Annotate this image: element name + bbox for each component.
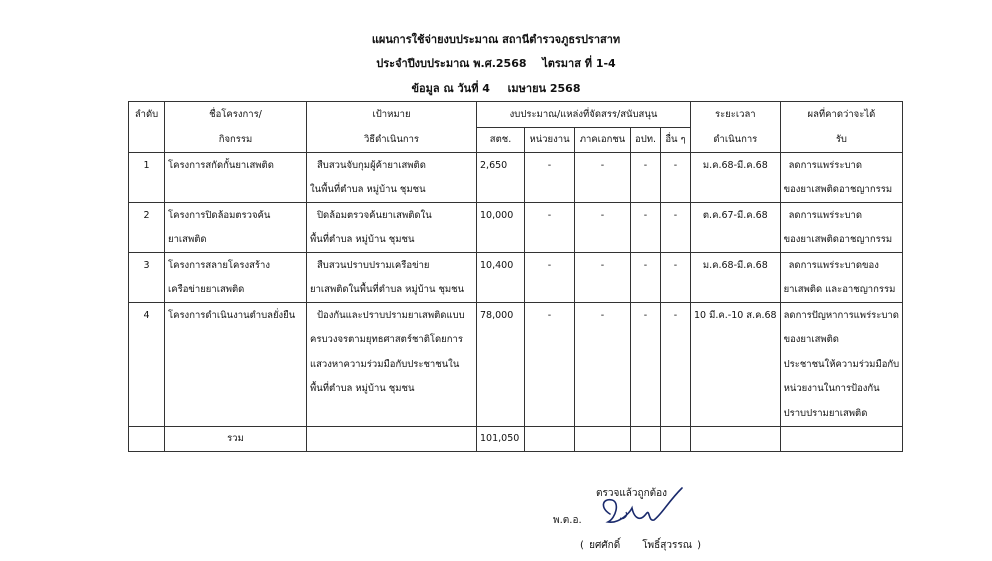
header-budget-agency: หน่วยงาน bbox=[525, 127, 575, 153]
table-cell bbox=[525, 228, 575, 253]
table-cell bbox=[525, 328, 575, 353]
table-cell bbox=[525, 352, 575, 377]
table-cell bbox=[780, 426, 903, 452]
table-cell bbox=[575, 401, 631, 426]
table-cell bbox=[129, 328, 165, 353]
table-cell bbox=[631, 377, 661, 402]
table-cell bbox=[129, 426, 165, 452]
table-cell bbox=[661, 178, 691, 203]
table-cell: ลดการแพร่ระบาด bbox=[780, 203, 903, 228]
table-cell bbox=[129, 228, 165, 253]
table-cell: - bbox=[631, 253, 661, 278]
table-cell bbox=[631, 401, 661, 426]
signer-name bbox=[580, 538, 701, 553]
table-cell: ม.ค.68-มี.ค.68 bbox=[691, 153, 781, 178]
header-goal-cont: วิธีดำเนินการ bbox=[307, 127, 477, 153]
header-period-cont: ดำเนินการ bbox=[691, 127, 781, 153]
table-cell: - bbox=[575, 203, 631, 228]
table-cell bbox=[661, 401, 691, 426]
table-cell bbox=[129, 278, 165, 303]
header-period: ระยะเวลา bbox=[691, 102, 781, 128]
fiscal-year: ประจำปีงบประมาณ พ.ศ.2568 bbox=[376, 57, 527, 70]
table-cell bbox=[477, 401, 525, 426]
table-cell: โครงการสลายโครงสร้าง bbox=[165, 253, 307, 278]
header-budget-private: ภาคเอกชน bbox=[575, 127, 631, 153]
table-cell: 10,400 bbox=[477, 253, 525, 278]
table-cell bbox=[575, 228, 631, 253]
table-cell bbox=[661, 352, 691, 377]
data-date-line bbox=[0, 82, 992, 96]
table-cell: โครงการปิดล้อมตรวจค้น bbox=[165, 203, 307, 228]
table-cell: - bbox=[525, 303, 575, 328]
table-cell: - bbox=[661, 153, 691, 178]
table-cell: ประชาชนให้ความร่วมมือกับ bbox=[780, 352, 903, 377]
table-cell: สืบสวนจับกุมผู้ค้ายาเสพติด bbox=[307, 153, 477, 178]
quarter: ไตรมาส ที่ 1-4 bbox=[542, 57, 616, 70]
table-cell bbox=[575, 328, 631, 353]
table-cell: ลดการปัญหาการแพร่ระบาด bbox=[780, 303, 903, 328]
table-cell bbox=[661, 377, 691, 402]
table-cell bbox=[525, 377, 575, 402]
table-cell bbox=[129, 377, 165, 402]
signer-name-open: ( ยศศักดิ์ bbox=[580, 540, 621, 551]
data-as-of: ข้อมูล ณ วันที่ 4 bbox=[411, 82, 490, 95]
table-cell bbox=[691, 228, 781, 253]
table-cell: สืบสวนปราบปรามเครือข่าย bbox=[307, 253, 477, 278]
table-cell: พื้นที่ตำบล หมู่บ้าน ชุมชน bbox=[307, 228, 477, 253]
table-cell bbox=[631, 228, 661, 253]
table-cell bbox=[525, 401, 575, 426]
total-label: รวม bbox=[165, 426, 307, 452]
header-project-cont: กิจกรรม bbox=[165, 127, 307, 153]
table-cell bbox=[575, 352, 631, 377]
table-cell: ปราบปรามยาเสพติด bbox=[780, 401, 903, 426]
table-cell bbox=[129, 352, 165, 377]
table-row bbox=[129, 377, 903, 402]
table-cell bbox=[477, 178, 525, 203]
table-cell: ปิดล้อมตรวจค้นยาเสพติดใน bbox=[307, 203, 477, 228]
document-title: แผนการใช้จ่ายงบประมาณ สถานีตำรวจภูธรปราสาท bbox=[371, 33, 621, 46]
table-cell: 2,650 bbox=[477, 153, 525, 178]
budget-plan-table bbox=[128, 101, 903, 452]
data-month: เมษายน 2568 bbox=[507, 82, 581, 95]
table-cell bbox=[575, 278, 631, 303]
header-budget-group: งบประมาณ/แหล่งที่จัดสรร/สนับสนุน bbox=[477, 102, 691, 128]
table-cell: ครบวงจรตามยุทธศาสตร์ชาติโดยการ bbox=[307, 328, 477, 353]
table-cell: - bbox=[661, 253, 691, 278]
table-cell: เครือข่ายยาเสพติด bbox=[165, 278, 307, 303]
table-cell bbox=[575, 426, 631, 452]
table-row bbox=[129, 253, 903, 278]
table-cell bbox=[307, 401, 477, 426]
table-cell: - bbox=[661, 303, 691, 328]
table-cell bbox=[661, 328, 691, 353]
table-cell: - bbox=[525, 203, 575, 228]
table-cell bbox=[165, 328, 307, 353]
table-cell: - bbox=[631, 153, 661, 178]
table-cell: โครงการสกัดกั้นยาเสพติด bbox=[165, 153, 307, 178]
signer-rank: พ.ต.อ. bbox=[553, 515, 582, 526]
table-cell bbox=[631, 352, 661, 377]
table-cell bbox=[691, 328, 781, 353]
table-row bbox=[129, 153, 903, 178]
handwritten-signature bbox=[590, 478, 700, 538]
table-cell bbox=[631, 278, 661, 303]
header-budget-police: สตช. bbox=[477, 127, 525, 153]
table-cell: ยาเสพติด bbox=[165, 228, 307, 253]
table-cell bbox=[661, 278, 691, 303]
header-budget-local: อปท. bbox=[631, 127, 661, 153]
table-cell: 10 มี.ค.-10 ส.ค.68 bbox=[691, 303, 781, 328]
table-cell bbox=[165, 377, 307, 402]
table-cell: ต.ค.67-มี.ค.68 bbox=[691, 203, 781, 228]
header-no-cont bbox=[129, 127, 165, 153]
header-row-2 bbox=[129, 127, 903, 153]
table-cell: 2 bbox=[129, 203, 165, 228]
table-cell: ของยาเสพติดอาชญากรรม bbox=[780, 178, 903, 203]
table-cell bbox=[691, 377, 781, 402]
table-cell bbox=[661, 228, 691, 253]
table-row bbox=[129, 401, 903, 426]
table-cell: - bbox=[575, 253, 631, 278]
header-result: ผลที่คาดว่าจะได้ bbox=[780, 102, 903, 128]
table-cell: หน่วยงานในการป้องกัน bbox=[780, 377, 903, 402]
table-cell: - bbox=[631, 203, 661, 228]
table-cell: ม.ค.68-มี.ค.68 bbox=[691, 253, 781, 278]
table-cell bbox=[691, 278, 781, 303]
table-cell bbox=[525, 278, 575, 303]
table-cell bbox=[477, 278, 525, 303]
total-value: 101,050 bbox=[477, 426, 525, 452]
table-cell bbox=[525, 178, 575, 203]
table-cell bbox=[307, 426, 477, 452]
table-row bbox=[129, 278, 903, 303]
table-cell bbox=[575, 178, 631, 203]
table-cell: 1 bbox=[129, 153, 165, 178]
table-cell bbox=[165, 401, 307, 426]
table-cell: แสวงหาความร่วมมือกับประชาชนใน bbox=[307, 352, 477, 377]
table-cell bbox=[477, 377, 525, 402]
table-cell: - bbox=[661, 203, 691, 228]
table-cell bbox=[691, 178, 781, 203]
table-cell bbox=[477, 328, 525, 353]
table-cell: ลดการแพร่ระบาด bbox=[780, 153, 903, 178]
table-cell bbox=[129, 401, 165, 426]
table-cell bbox=[631, 328, 661, 353]
table-cell: ในพื้นที่ตำบล หมู่บ้าน ชุมชน bbox=[307, 178, 477, 203]
table-cell bbox=[477, 228, 525, 253]
table-cell: ลดการแพร่ระบาดของ bbox=[780, 253, 903, 278]
table-cell: - bbox=[631, 303, 661, 328]
table-cell: - bbox=[575, 303, 631, 328]
table-cell bbox=[691, 401, 781, 426]
header-project: ชื่อโครงการ/ bbox=[165, 102, 307, 128]
table-cell: ยาเสพติด และอาชญากรรม bbox=[780, 278, 903, 303]
table-cell bbox=[165, 352, 307, 377]
table-cell bbox=[525, 426, 575, 452]
table-cell: ของยาเสพติดอาชญากรรม bbox=[780, 228, 903, 253]
table-cell bbox=[129, 178, 165, 203]
signer-name-close: โพธิ์สุวรรณ ) bbox=[642, 540, 702, 551]
header-no: ลำดับ bbox=[129, 102, 165, 128]
table-row bbox=[129, 178, 903, 203]
table-cell: - bbox=[525, 253, 575, 278]
table-cell bbox=[477, 352, 525, 377]
table-cell: พื้นที่ตำบล หมู่บ้าน ชุมชน bbox=[307, 377, 477, 402]
table-row bbox=[129, 303, 903, 328]
table-cell: 4 bbox=[129, 303, 165, 328]
table-cell: ยาเสพติดในพื้นที่ตำบล หมู่บ้าน ชุมชน bbox=[307, 278, 477, 303]
table-cell: ป้องกันและปราบปรามยาเสพติดแบบ bbox=[307, 303, 477, 328]
table-cell bbox=[691, 352, 781, 377]
header-goal: เป้าหมาย bbox=[307, 102, 477, 128]
header-row-1 bbox=[129, 102, 903, 128]
table-cell bbox=[165, 178, 307, 203]
table-cell bbox=[661, 426, 691, 452]
total-row bbox=[129, 426, 903, 452]
table-row bbox=[129, 352, 903, 377]
table-cell: 3 bbox=[129, 253, 165, 278]
table-cell bbox=[691, 426, 781, 452]
table-row bbox=[129, 203, 903, 228]
checked-correct-label: ตรวจแล้วถูกต้อง bbox=[596, 488, 668, 499]
table-row bbox=[129, 328, 903, 353]
table-cell: - bbox=[575, 153, 631, 178]
table-cell bbox=[631, 426, 661, 452]
table-cell: - bbox=[525, 153, 575, 178]
table-cell: ของยาเสพติด bbox=[780, 328, 903, 353]
header-result-cont: รับ bbox=[780, 127, 903, 153]
header-budget-other: อื่น ๆ bbox=[661, 127, 691, 153]
table-cell bbox=[631, 178, 661, 203]
table-cell: 10,000 bbox=[477, 203, 525, 228]
table-cell: โครงการดำเนินงานตำบลยั่งยืน bbox=[165, 303, 307, 328]
table-row bbox=[129, 228, 903, 253]
table-cell: 78,000 bbox=[477, 303, 525, 328]
table-cell bbox=[575, 377, 631, 402]
fiscal-year-line bbox=[0, 57, 992, 71]
